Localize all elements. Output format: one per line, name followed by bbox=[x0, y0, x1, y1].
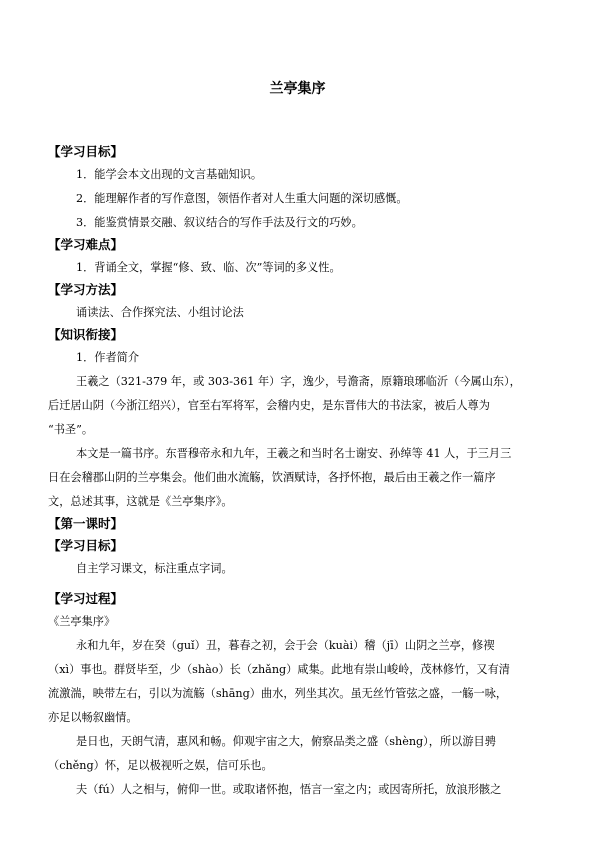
text-paragraph-line: 永和九年，岁在癸（guǐ）丑，暮春之初，会于会（kuài）稽（jī）山阴之兰亭，修禊 bbox=[76, 639, 495, 652]
text-paragraph-line: 是日也，天朗气清，惠风和畅。仰观宇宙之大，俯察品类之盛（shèng），所以游目骋 bbox=[76, 735, 496, 748]
document-body bbox=[48, 141, 550, 802]
section-heading-objectives: 【学习目标】 bbox=[48, 144, 124, 159]
work-intro-line: 文，总述其事，这就是《兰亭集序》。 bbox=[48, 495, 233, 508]
objective-item: 1．能学会本文出现的文言基础知识。 bbox=[76, 168, 263, 181]
author-intro-line: 王羲之（321-379 年，或 303-361 年）字，逸少，号澹斋，原籍琅琊临沂（今属山东）， bbox=[76, 375, 521, 388]
work-intro-line: 本文是一篇书序。东晋穆帝永和九年，王羲之和当时名士谢安、孙绰等 41 人，于三月三 bbox=[76, 447, 512, 460]
section-heading-process: 【学习过程】 bbox=[48, 591, 124, 606]
section-heading-lesson-one: 【第一课时】 bbox=[48, 516, 124, 531]
section-heading-background: 【知识衔接】 bbox=[48, 327, 124, 342]
section-heading-methods: 【学习方法】 bbox=[48, 282, 124, 297]
section-heading-lesson-objectives: 【学习目标】 bbox=[48, 538, 124, 553]
author-intro-line: 后迁居山阴（今浙江绍兴），官至右军将军，会稽内史，是东晋伟大的书法家，被后人尊为 bbox=[48, 399, 490, 412]
lesson-objective-text: 自主学习课文，标注重点字词。 bbox=[76, 562, 233, 575]
difficulty-item: 1．背诵全文，掌握“修、致、临、次”等词的多义性。 bbox=[76, 261, 341, 274]
objective-item: 2．能理解作者的写作意图，领悟作者对人生重大问题的深切感慨。 bbox=[76, 192, 408, 205]
author-intro-line: “书圣”。 bbox=[48, 423, 94, 436]
text-paragraph-line: 流激湍，映带左右，引以为流觞（shāng）曲水，列坐其次。虽无丝竹管弦之盛，一觞一咏， bbox=[48, 687, 508, 700]
text-paragraph-line: 夫（fú）人之相与，俯仰一世。或取诸怀抱，悟言一室之内；或因寄所托，放浪形骸之 bbox=[76, 783, 502, 796]
text-title: 《兰亭集序》 bbox=[48, 615, 116, 628]
text-paragraph-line: （chěng）怀，足以极视听之娱，信可乐也。 bbox=[48, 759, 273, 772]
objective-item: 3．能鉴赏情景交融、叙议结合的写作手法及行文的巧妙。 bbox=[76, 216, 363, 229]
page-title: 兰亭集序 bbox=[269, 81, 326, 97]
methods-text: 诵读法、合作探究法、小组讨论法 bbox=[76, 306, 244, 319]
section-heading-difficulties: 【学习难点】 bbox=[48, 237, 124, 252]
text-paragraph-line: （xì）事也。群贤毕至，少（shào）长（zhǎng）咸集。此地有崇山峻岭，茂林修竹，又有清 bbox=[48, 663, 510, 676]
background-subheading: 1．作者简介 bbox=[76, 351, 140, 364]
work-intro-line: 日在会稽郡山阴的兰亭集会。他们曲水流觞，饮酒赋诗，各抒怀抱，最后由王羲之作一篇序 bbox=[48, 471, 496, 484]
text-paragraph-line: 亦足以畅叙幽情。 bbox=[48, 711, 138, 724]
